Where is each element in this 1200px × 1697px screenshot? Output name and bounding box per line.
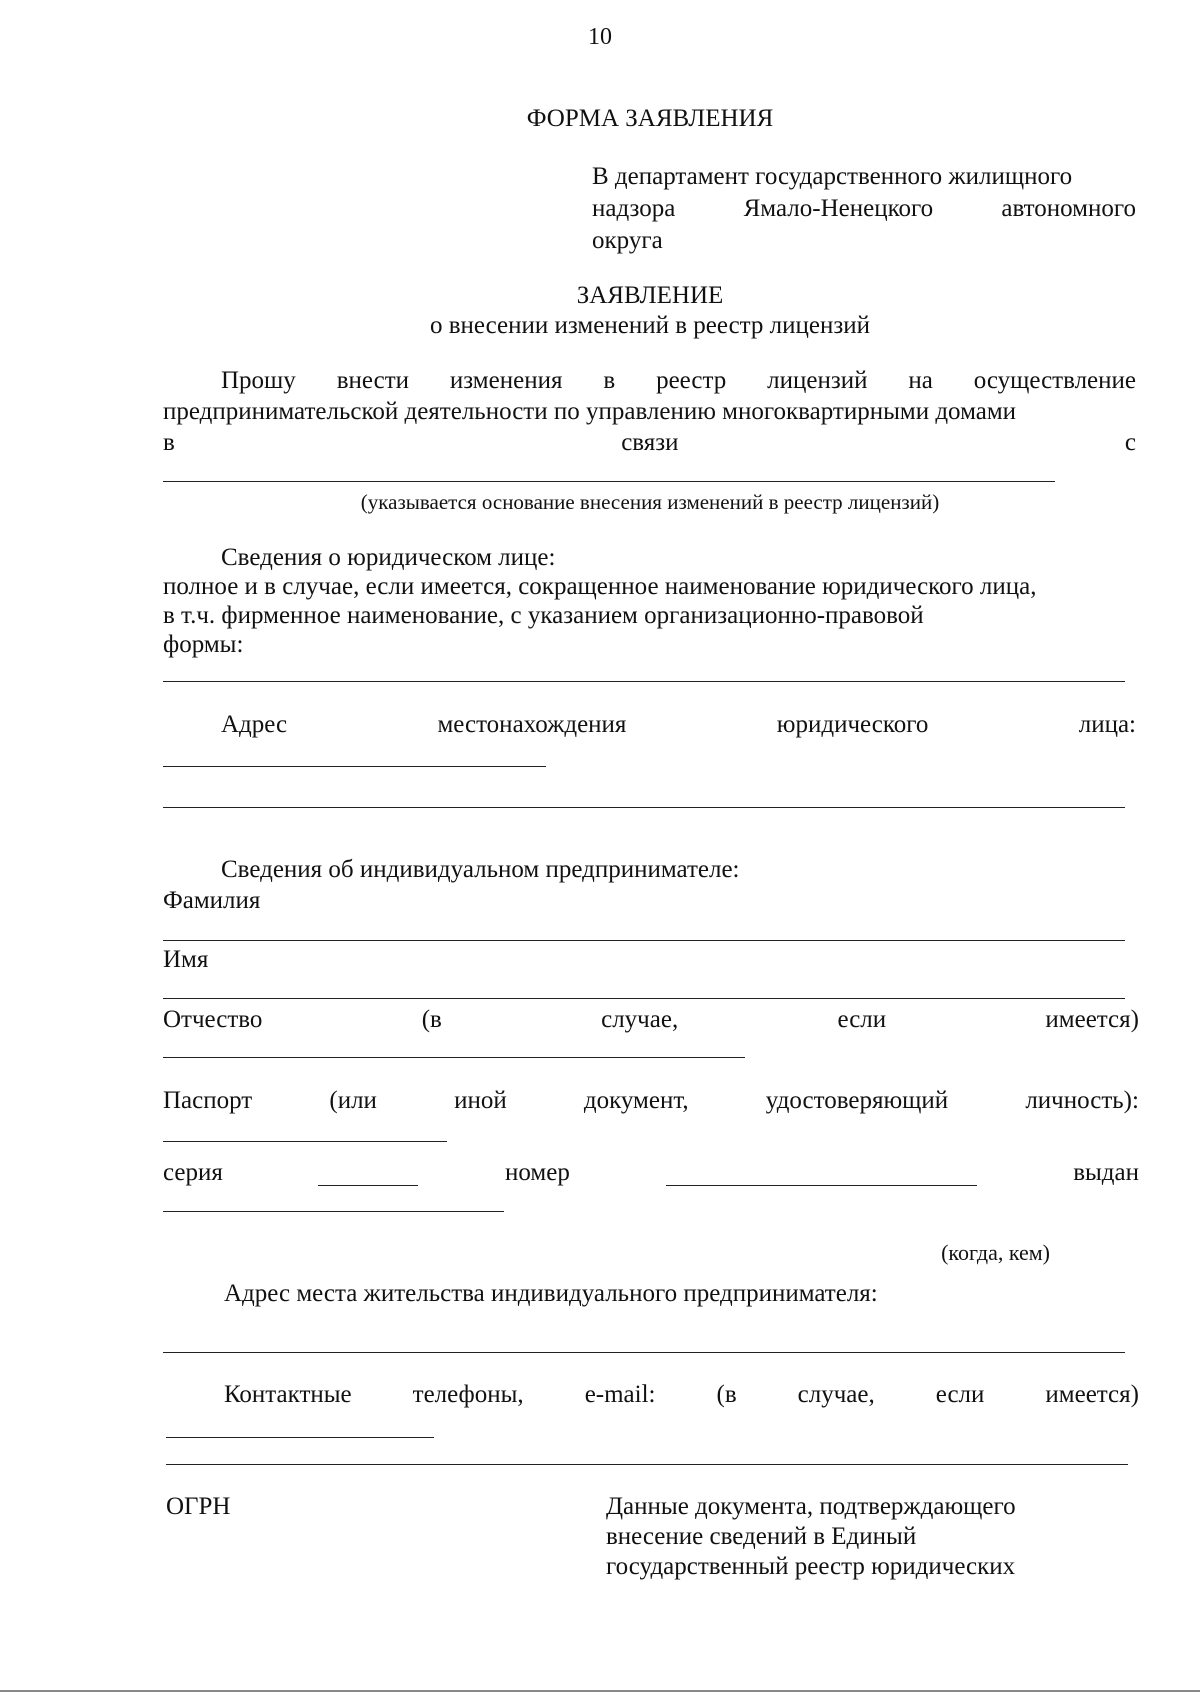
request-word: изменения [449, 367, 563, 394]
name-label: Имя [163, 946, 209, 973]
patronymic-fill-line[interactable] [163, 1057, 745, 1058]
issued-label: выдан [1073, 1159, 1139, 1186]
residence-label: Адрес места жительства индивидуального предпринимателя: [224, 1280, 878, 1307]
request-word: в [603, 367, 616, 394]
reason-hint: (указывается основание внесения изменений в реестр лицензий) [360, 490, 940, 514]
legal-name-fill-line[interactable] [163, 681, 1125, 682]
request-word: связи [621, 429, 679, 456]
patronymic-word: имеется) [1045, 1006, 1139, 1033]
request-line-2: предпринимательской деятельности по управлению многоквартирными домами [163, 398, 1017, 425]
request-word: в [163, 429, 175, 456]
contacts-word: Контактные [224, 1381, 352, 1408]
passport-word: иной [454, 1087, 507, 1114]
address-word: юридического [776, 711, 929, 738]
patronymic-word: случае, [601, 1006, 679, 1033]
address-word: лица: [1078, 711, 1136, 738]
patronymic-word: если [837, 1006, 887, 1033]
legal-entity-line-2: в т.ч. фирменное наименование, с указанием организационно-правовой [163, 602, 924, 629]
contacts-word: случае, [797, 1381, 875, 1408]
request-line-3 [163, 428, 1136, 458]
contacts-word: e-mail: [584, 1381, 656, 1408]
issued-fill-line[interactable] [163, 1211, 504, 1212]
legal-address-fill-line-2[interactable] [163, 807, 1125, 808]
ogrn-doc-line-1: Данные документа, подтверждающего [606, 1493, 1016, 1520]
addressee-word: надзора [592, 195, 676, 222]
passport-fill-line[interactable] [163, 1141, 447, 1142]
passport-word: Паспорт [163, 1087, 253, 1114]
contacts-word: телефоны, [412, 1381, 524, 1408]
surname-fill-line[interactable] [163, 940, 1125, 941]
addressee-line-1: В департамент государственного жилищного [592, 163, 1073, 190]
address-word: местонахождения [437, 711, 627, 738]
request-word: Прошу [221, 367, 296, 394]
entrepreneur-heading: Сведения об индивидуальном предпринимателе: [221, 856, 740, 883]
request-word: осуществление [973, 367, 1136, 394]
surname-label: Фамилия [163, 887, 261, 914]
passport-row [163, 1086, 1139, 1116]
form-title: ФОРМА ЗАЯВЛЕНИЯ [526, 105, 774, 132]
request-line-1 [221, 366, 1136, 396]
patronymic-word: (в [421, 1006, 442, 1033]
contacts-word: если [935, 1381, 985, 1408]
number-fill-line[interactable] [666, 1185, 977, 1186]
number-label: номер [505, 1159, 570, 1186]
address-word: Адрес [221, 711, 288, 738]
legal-entity-line-1: полное и в случае, если имеется, сокращенное наименование юридического лица, [163, 573, 1037, 600]
reason-fill-line[interactable] [163, 481, 1055, 482]
residence-fill-line[interactable] [163, 1352, 1125, 1353]
contacts-word: имеется) [1045, 1381, 1139, 1408]
passport-word: (или [329, 1087, 377, 1114]
contacts-fill-line-1[interactable] [166, 1437, 434, 1438]
legal-entity-heading: Сведения о юридическом лице: [221, 544, 556, 571]
contacts-word: (в [716, 1381, 737, 1408]
request-word: реестр [656, 367, 727, 394]
legal-address-row [221, 710, 1136, 740]
contacts-row [224, 1380, 1139, 1410]
request-word: лицензий [767, 367, 868, 394]
patronymic-word: Отчество [163, 1006, 263, 1033]
addressee-line-3: округа [592, 227, 663, 254]
ogrn-doc-line-2: внесение сведений в Единый [606, 1523, 917, 1550]
scan-bottom-edge [0, 1690, 1200, 1692]
statement-title: ЗАЯВЛЕНИЕ [576, 282, 724, 309]
page-number: 10 [588, 24, 612, 50]
passport-word: личность): [1025, 1087, 1139, 1114]
patronymic-row [163, 1005, 1139, 1035]
legal-address-fill-line-1[interactable] [163, 766, 546, 767]
name-fill-line[interactable] [163, 998, 1125, 999]
series-label: серия [163, 1159, 223, 1186]
legal-entity-line-3: формы: [163, 631, 244, 658]
issued-hint: (когда, кем) [941, 1240, 1050, 1265]
ogrn-doc-line-3: государственный реестр юридических [606, 1553, 1016, 1580]
passport-word: документ, [583, 1087, 689, 1114]
ogrn-label: ОГРН [166, 1493, 231, 1520]
request-word: с [1124, 429, 1136, 456]
addressee-line-2 [592, 194, 1136, 224]
series-fill-line[interactable] [318, 1185, 418, 1186]
addressee-word: автономного [1001, 195, 1136, 222]
passport-word: удостоверяющий [765, 1087, 949, 1114]
statement-subtitle: о внесении изменений в реестр лицензий [429, 312, 870, 339]
contacts-fill-line-2[interactable] [166, 1464, 1128, 1465]
addressee-word: Ямало-Ненецкого [743, 195, 934, 222]
request-word: на [908, 367, 933, 394]
request-word: внести [336, 367, 410, 394]
